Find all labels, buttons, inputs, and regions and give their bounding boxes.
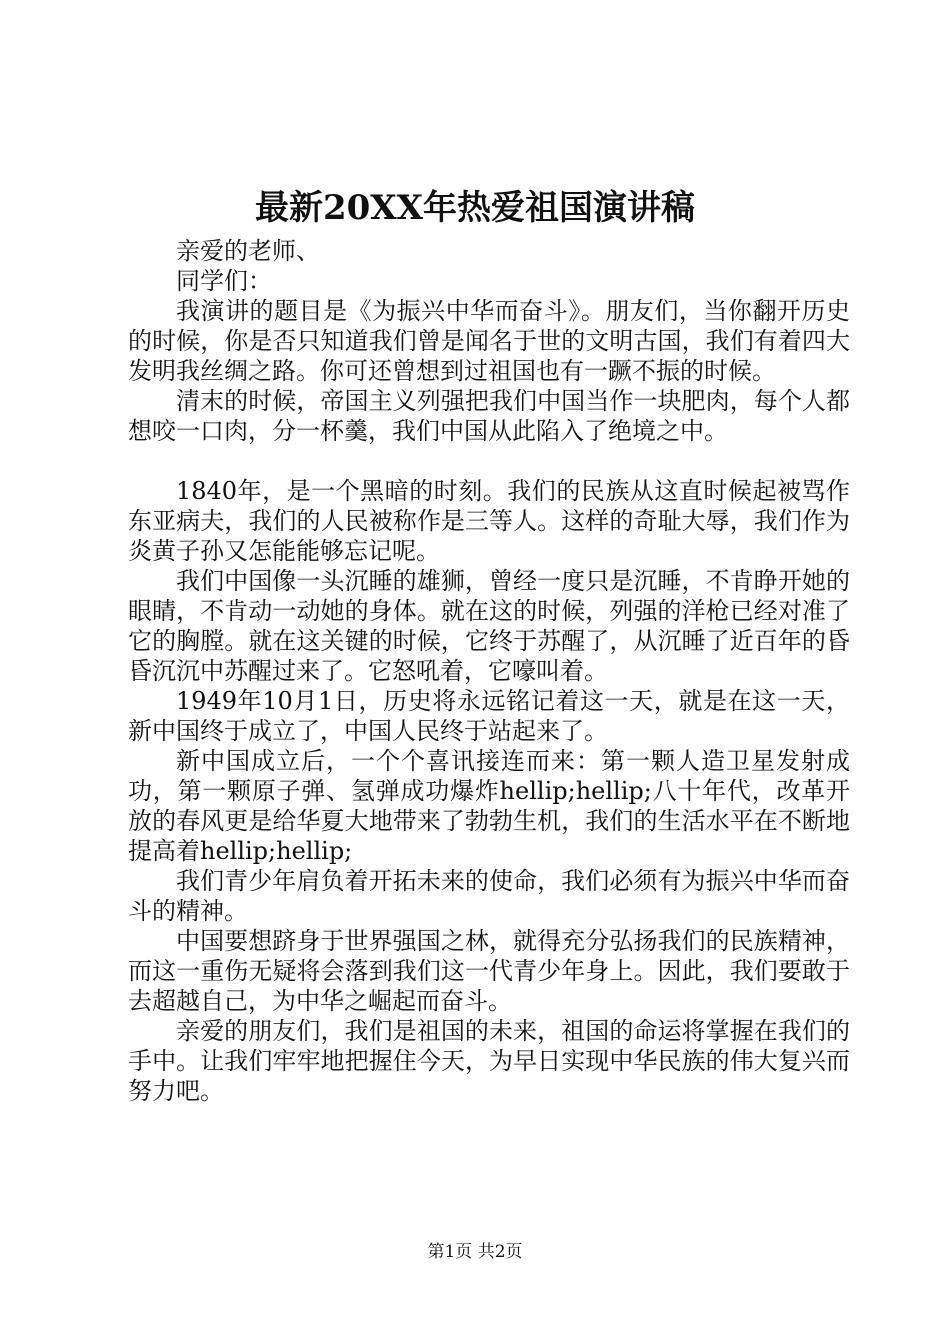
salutation-line-1: 亲爱的老师、 <box>176 237 320 265</box>
paragraph: 新中国成立后，一个个喜讯接连而来：第一颗人造卫星发射成功，第一颗原子弹、氢弹成功爆炸hellip;hellip;八十年代，改革开放的春风更是给华夏大地带来了勃勃生机，我们的生活水平在不断地提高着hellip;hellip; <box>128 747 850 865</box>
document-body <box>128 236 850 1106</box>
paragraph: 中国要想跻身于世界强国之林，就得充分弘扬我们的民族精神，而这一重伤无疑将会落到我们这一代青少年身上。因此，我们要敢于去超越自己，为中华之崛起而奋斗。 <box>128 927 850 1015</box>
salutation-line-2: 同学们： <box>176 267 272 295</box>
paragraph: 我演讲的题目是《为振兴中华而奋斗》。朋友们，当你翻开历史的时候，你是否只知道我们曾是闻名于世的文明古国，我们有着四大发明我丝绸之路。你可还曾想到过祖国也有一蹶不振的时候。 <box>128 297 850 385</box>
document-title: 最新20XX年热爱祖国演讲稿 <box>254 188 696 228</box>
paragraph: 我们青少年肩负着开拓未来的使命，我们必须有为振兴中华而奋斗的精神。 <box>128 867 850 925</box>
page-number-footer: 第1页 共2页 <box>427 1242 523 1262</box>
paragraph: 清末的时候，帝国主义列强把我们中国当作一块肥肉，每个人都想咬一口肉，分一杯羹，我们中国从此陷入了绝境之中。 <box>128 387 850 445</box>
paragraph: 1840年，是一个黑暗的时刻。我们的民族从这直时候起被骂作东亚病夫，我们的人民被称作是三等人。这样的奇耻大辱，我们作为炎黄子孙又怎能能够忘记呢。 <box>128 477 850 565</box>
paragraph: 我们中国像一头沉睡的雄狮，曾经一度只是沉睡，不肯睁开她的眼睛，不肯动一动她的身体。就在这的时候，列强的洋枪已经对准了它的胸膛。就在这关键的时候，它终于苏醒了，从沉睡了近百年的昏昏沉沉中苏醒过来了。它怒吼着，它嚎叫着。 <box>128 567 850 685</box>
paragraph: 1949年10月1日，历史将永远铭记着这一天，就是在这一天，新中国终于成立了，中国人民终于站起来了。 <box>128 687 850 745</box>
paragraph: 亲爱的朋友们，我们是祖国的未来，祖国的命运将掌握在我们的手中。让我们牢牢地把握住今天，为早日实现中华民族的伟大复兴而努力吧。 <box>128 1017 850 1105</box>
